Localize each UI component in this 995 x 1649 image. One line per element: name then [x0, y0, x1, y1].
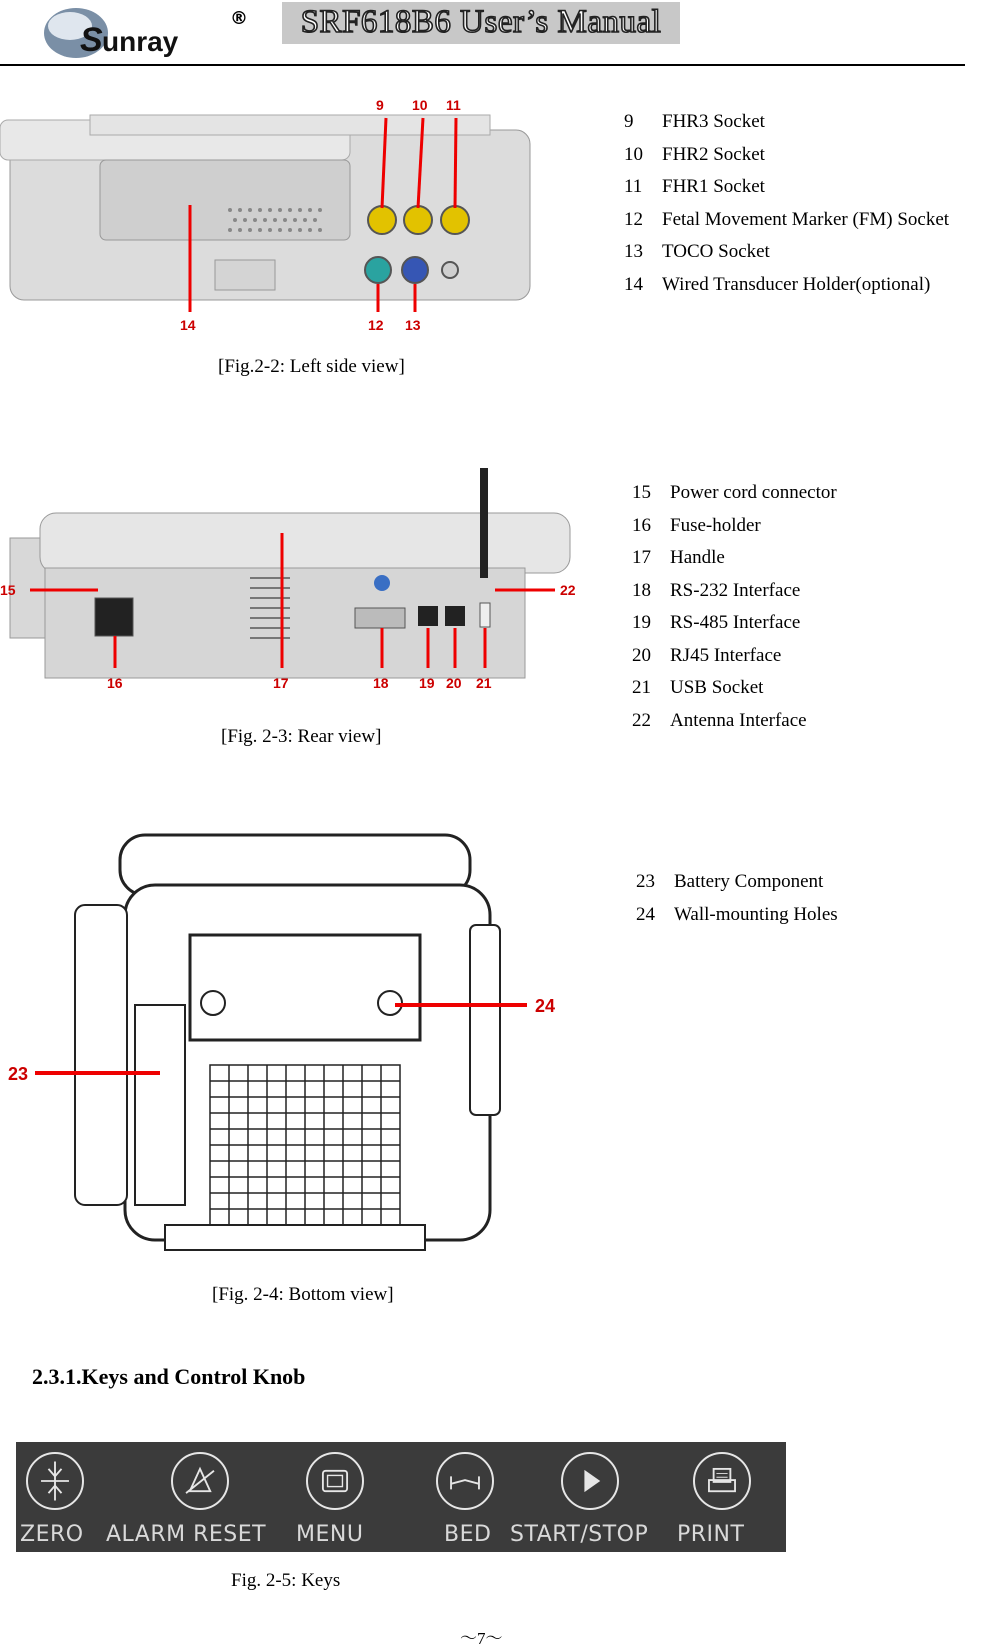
svg-text:17: 17 — [273, 675, 289, 691]
svg-text:9: 9 — [376, 97, 384, 113]
svg-text:22: 22 — [560, 582, 576, 598]
bottom-view-image — [0, 825, 580, 1265]
print-icon — [693, 1452, 751, 1510]
header-rule — [0, 64, 965, 66]
svg-text:15: 15 — [0, 582, 16, 598]
sunray-logo — [42, 6, 192, 60]
zero-key: ZERO — [16, 1442, 126, 1552]
list-item: 24 Wall-mounting Holes — [636, 903, 838, 925]
svg-text:13: 13 — [405, 317, 421, 333]
manual-title-banner — [282, 2, 680, 44]
svg-text:unray: unray — [102, 26, 179, 57]
list-item: 20 RJ45 Interface — [632, 644, 782, 666]
menu-icon — [306, 1452, 364, 1510]
svg-text:11: 11 — [446, 97, 461, 113]
rear-view-image — [0, 468, 585, 713]
list-item: 17 Handle — [632, 547, 725, 568]
section-heading: 2.3.1.Keys and Control Knob — [32, 1364, 306, 1389]
svg-text:20: 20 — [446, 675, 462, 691]
bed-key: BED — [416, 1442, 526, 1552]
left-side-view-image — [0, 90, 585, 345]
alarm-reset-key: ALARM RESET — [106, 1442, 286, 1552]
svg-text:S: S — [80, 21, 103, 59]
svg-text:21: 21 — [476, 675, 492, 691]
svg-text:18: 18 — [373, 675, 389, 691]
fig-2-3-caption: [Fig. 2-3: Rear view] — [221, 726, 382, 747]
menu-key: MENU — [286, 1442, 396, 1552]
list-item: 16 Fuse-holder — [632, 514, 761, 536]
zero-icon — [26, 1452, 84, 1510]
registered-mark: ® — [230, 8, 248, 29]
list-item: 22 Antenna Interface — [632, 709, 807, 731]
list-item: 14 Wired Transducer Holder(optional) — [624, 273, 931, 295]
svg-text:16: 16 — [107, 675, 123, 691]
svg-text:19: 19 — [419, 675, 435, 691]
start-stop-key: START/STOP — [506, 1442, 666, 1552]
page-number: ～7～ — [460, 1629, 503, 1648]
bed-icon — [436, 1452, 494, 1510]
svg-text:12: 12 — [368, 317, 384, 333]
keys-panel-image — [16, 1442, 786, 1552]
fig-2-2-caption: [Fig.2-2: Left side view] — [218, 356, 405, 377]
list-item: 10 FHR2 Socket — [624, 143, 765, 165]
manual-title: SRF618B6 User’s Manual — [300, 4, 662, 40]
print-key: PRINT — [671, 1442, 781, 1552]
svg-text:23: 23 — [8, 1064, 29, 1084]
list-item: 13 TOCO Socket — [624, 241, 770, 262]
list-item: 18 RS-232 Interface — [632, 579, 801, 601]
play-icon — [561, 1452, 619, 1510]
list-item: 21 USB Socket — [632, 677, 764, 698]
svg-text:24: 24 — [535, 996, 556, 1016]
list-item: 11 FHR1 Socket — [624, 176, 765, 197]
svg-text:14: 14 — [180, 317, 196, 333]
list-item: 23 Battery Component — [636, 871, 824, 892]
list-item: 15 Power cord connector — [632, 482, 837, 503]
alarm-reset-icon — [171, 1452, 229, 1510]
fig-2-4-caption: [Fig. 2-4: Bottom view] — [212, 1284, 394, 1305]
fig-2-5-caption: Fig. 2-5: Keys — [231, 1570, 341, 1591]
left-view-legend — [624, 106, 949, 301]
svg-text:10: 10 — [412, 97, 428, 113]
list-item: 12 Fetal Movement Marker (FM) Socket — [624, 208, 950, 230]
list-item: 19 RS-485 Interface — [632, 612, 801, 633]
rear-view-legend — [632, 477, 837, 737]
list-item: 9 FHR3 Socket — [624, 111, 765, 132]
bottom-view-legend — [636, 866, 838, 931]
